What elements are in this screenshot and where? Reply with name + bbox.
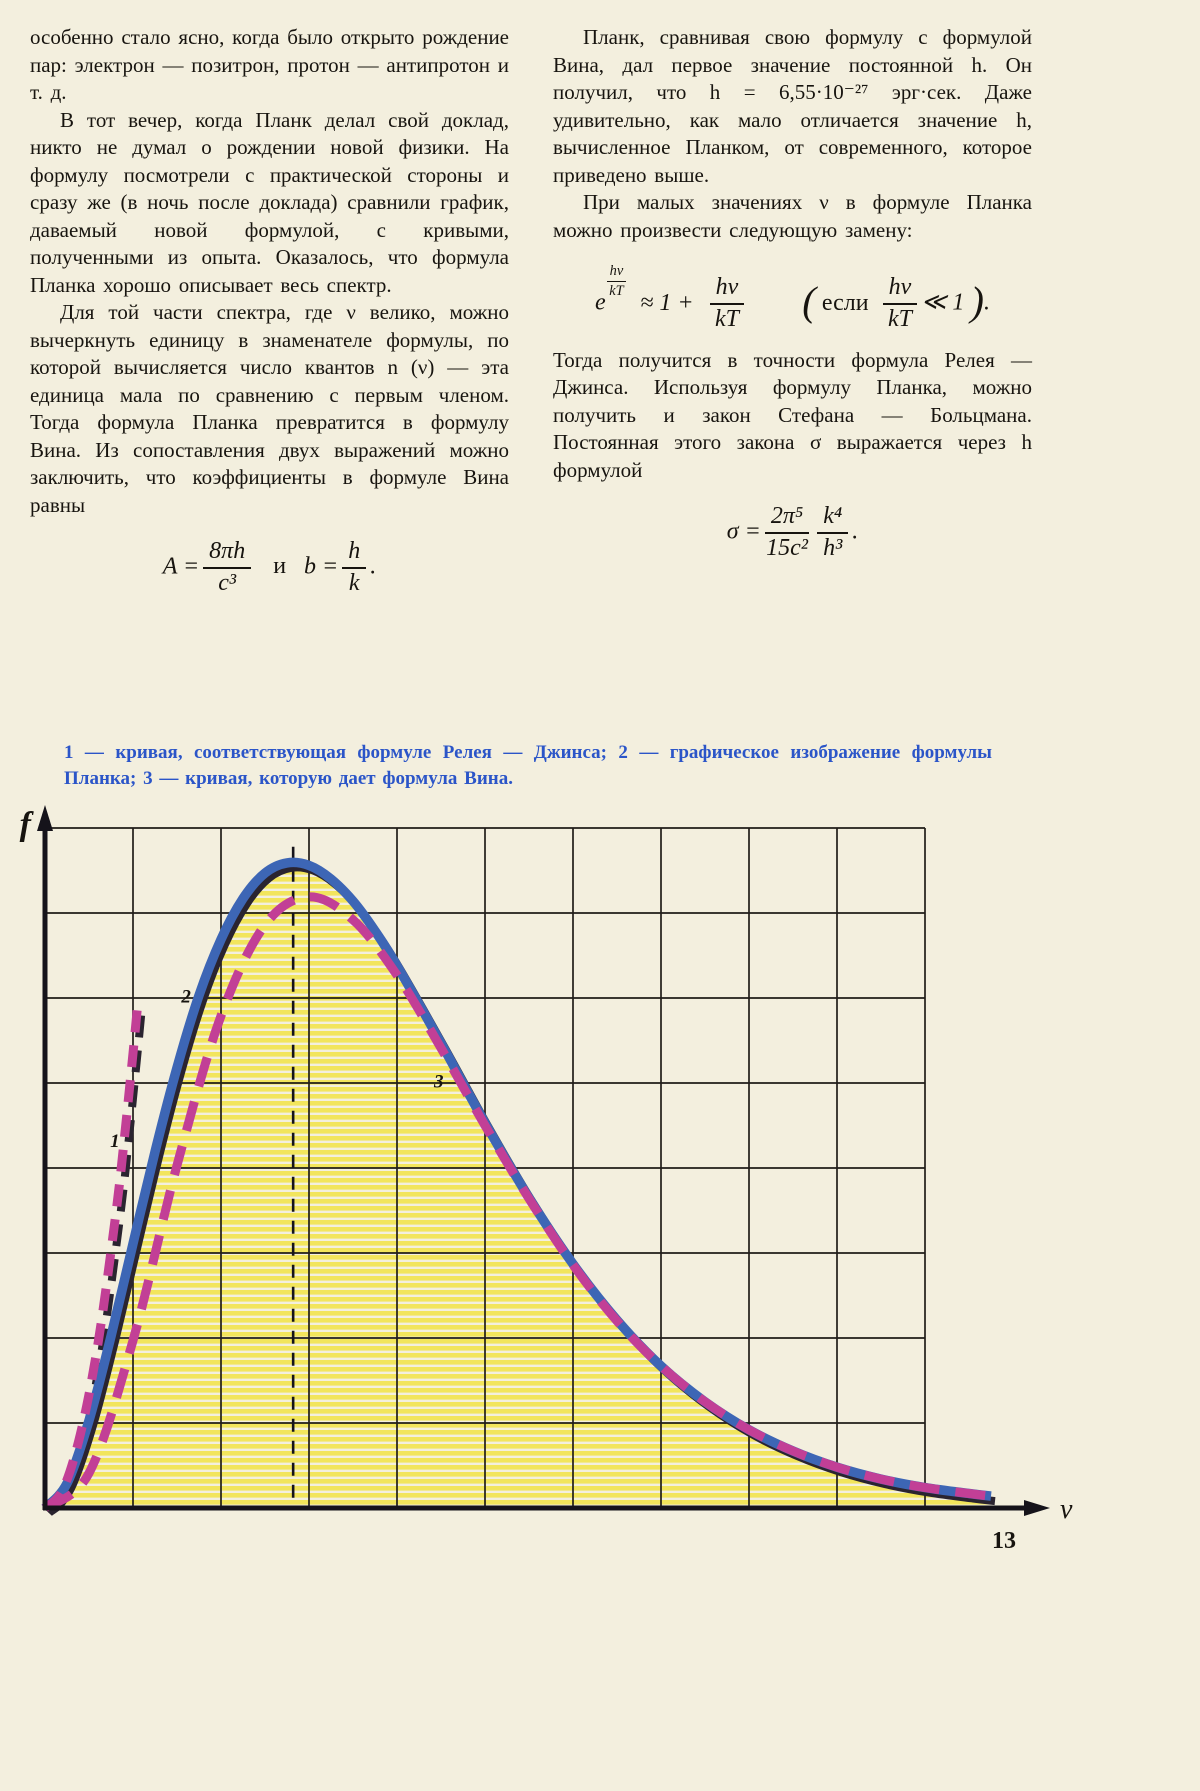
x-axis-arrow <box>1024 1500 1050 1516</box>
formula-base: e <box>595 289 606 316</box>
page-number: 13 <box>992 1528 1016 1554</box>
open-paren: ( <box>802 278 816 324</box>
spectrum-chart <box>0 793 1200 1568</box>
relation: ≈ 1 + <box>640 289 694 316</box>
curve-label-2: 2 <box>181 986 191 1008</box>
y-axis-arrow <box>37 805 53 831</box>
fraction: $\frac{h\nu}{kT}$ <box>883 275 918 333</box>
paragraph: Для той части спектра, где ν велико, можно вычеркнуть единицу в знаменателе формулы, по которой вычисляется число квантов n (ν) — эта единица мала по сравнению с первым членом. Тогда формула Планка превратится в формулу Вина. Из сопоставления двух выражений можно заключить, что коэффициенты в формуле Вина равны <box>30 300 509 517</box>
paragraph: В тот вечер, когда Планк делал свой доклад, никто не думал о рождении новой физики. На формулу посмотрели с практической стороны и сразу же (в ночь после доклада) сравнили график, даваемый новой формулой, с кривыми, полученными из опыта. Оказалось, что формула Планка хорошо описывает весь спектр. <box>30 107 509 297</box>
formula-period: . <box>370 553 377 580</box>
formula-period: . <box>983 289 990 316</box>
curve-label-3: 3 <box>433 1071 444 1093</box>
paragraph: При малых значениях ν в формуле Планка можно произвести следующую замену: <box>553 190 1032 242</box>
y-axis-label: f <box>19 806 31 843</box>
condition-relation: ≪ 1 <box>921 289 965 316</box>
formula-period: . <box>852 518 859 545</box>
figure-chart <box>0 793 1200 1568</box>
figure-caption: 1 — кривая, соответствующая формуле Релея — Джинса; 2 — графическое изображение формулы Планка; 3 — кривая, которую дает формула Вина. <box>64 742 992 789</box>
right-column <box>553 24 1032 611</box>
close-paren: ) <box>970 278 984 324</box>
fraction: $\frac{8\pi h}{\text{c³}}$ <box>203 539 251 597</box>
fraction: $\frac{h\nu}{kT}$ <box>710 275 745 333</box>
condition-word: если <box>821 289 869 316</box>
formula-planck-approximation <box>553 264 1032 333</box>
formula-lhs: b = <box>304 553 339 580</box>
left-column <box>30 24 509 611</box>
conjunction: и <box>273 553 287 580</box>
formula-stefan-boltzmann-constant <box>553 504 1032 562</box>
fraction: $\frac{h}{k}$ <box>342 539 366 597</box>
paragraph: особенно стало ясно, когда было открыто рождение пар: электрон — позитрон, протон — антипротон и т. д. <box>30 25 509 104</box>
formula-lhs: A = <box>162 553 200 580</box>
text-columns <box>30 24 1032 611</box>
fraction: $\frac{\text{2π⁵}}{\text{15c²}}$ <box>766 503 808 562</box>
paragraph: Тогда получится в точности формула Релея — Джинса. Используя формулу Планка, можно получить и закон Стефана — Больцмана. Постоянная этого закона σ выражается через h формулой <box>553 347 1032 482</box>
curve-label-1: 1 <box>110 1130 120 1152</box>
fraction: $\frac{\text{k⁴}}{\text{h³}}$ <box>817 504 848 562</box>
exponent-fraction: $\frac{h\nu}{kT}$ <box>607 264 627 299</box>
x-axis-label: ν <box>1060 1494 1073 1525</box>
formula-wien-coefficients <box>30 539 509 597</box>
formula-lhs: σ = <box>726 518 761 545</box>
paragraph: Планк, сравнивая свою формулу с формулой Вина, дал первое значение постоянной h. Он получил, что h = 6,55·10⁻²⁷ эрг·сек. Даже удивительно, как мало отличается значение h, вычисленное Планком, от современного, которое приведено выше. <box>553 25 1032 187</box>
